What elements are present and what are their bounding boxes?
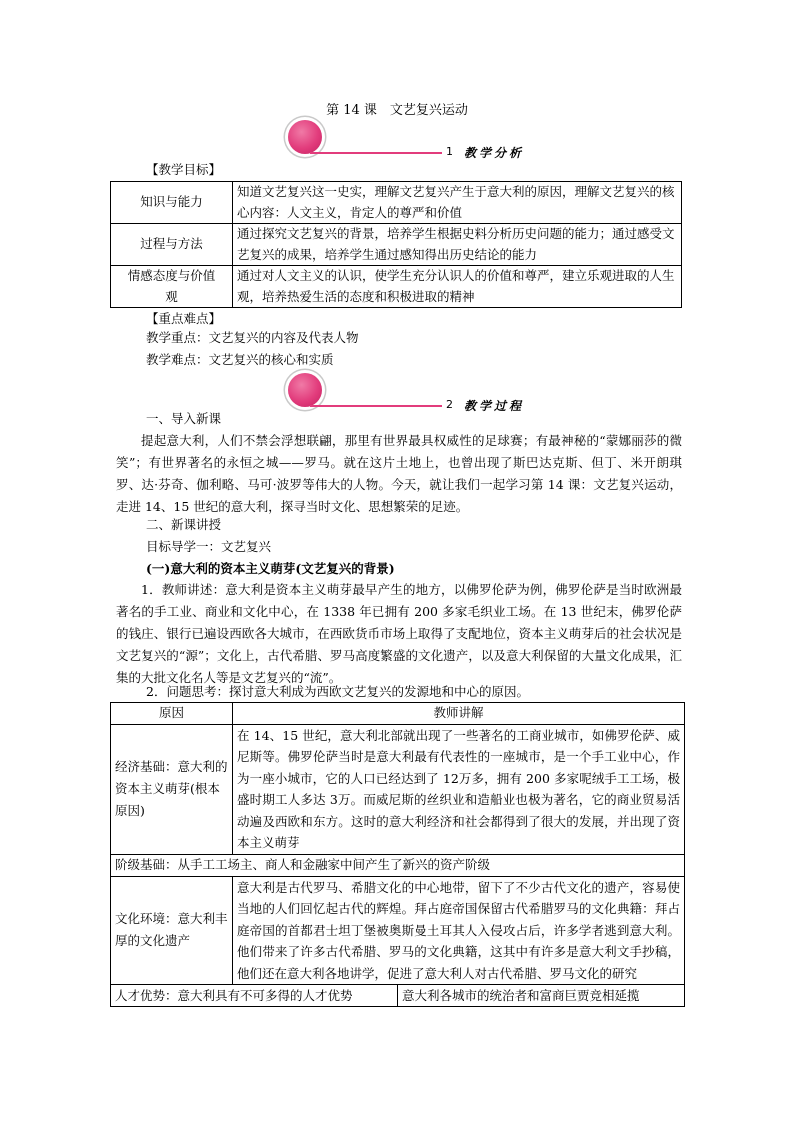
section-banner-analysis [288, 120, 668, 160]
key-point: 教学重点：文艺复兴的内容及代表人物 [146, 330, 359, 345]
objective-label: 情感态度与价值观 [111, 266, 233, 308]
reason-cell: 经济基础：意大利的资本主义萌芽(根本原因) [111, 724, 233, 854]
subsection-heading: (一)意大利的资本主义萌芽(文艺复兴的背景) [146, 561, 395, 576]
table-row [111, 266, 682, 308]
objective-text: 通过探究文艺复兴的背景，培养学生根据史料分析历史问题的能力；通过感受文艺复兴的成果，培养学生通过感知得出历史结论的能力 [233, 224, 682, 266]
section-heading: 二、新课讲授 [146, 517, 222, 532]
split-row [111, 985, 685, 1007]
table-row [111, 876, 685, 985]
table-row [111, 724, 685, 854]
table-row [111, 985, 685, 1007]
objective-label: 过程与方法 [111, 224, 233, 266]
banner-label: 教学过程 [464, 399, 525, 413]
reasons-table [110, 702, 685, 1007]
objective-label: 知识与能力 [111, 182, 233, 224]
section-heading: 一、导入新课 [146, 411, 222, 426]
banner-underline [310, 152, 442, 154]
column-header: 教师讲解 [233, 703, 685, 725]
objectives-heading: 【教学目标】 [146, 162, 222, 177]
section-banner-process [288, 373, 668, 413]
detail-cell: 在 14、15 世纪，意大利北部就出现了一些著名的工商业城市，如佛罗伦萨、威尼斯等。佛罗伦萨当时是意大利最有代表性的一座城市，是一个手工业中心，作为一座小城市，它的人口已经达到了 12万多，拥有 200 多家呢绒手工工场，极盛时期工人多达 3万。而威尼斯的丝织业和造船业也极为著名，它的商业贸易活动遍及西欧和东方。这时的意大利经济和社会都得到了很大的发展，并出现了资本主义萌芽 [233, 724, 685, 854]
banner-label: 教学分析 [464, 146, 525, 160]
intro-paragraph: 提起意大利，人们不禁会浮想联翩，那里有世界最具权威性的足球赛；有最神秘的“蒙娜丽莎的微笑”；有世界著名的永恒之城——罗马。就在这片土地上，也曾出现了斯巴达克斯、但丁、米开朗琪罗、达·芬奇、伽利略、马可·波罗等伟大的人物。今天，就让我们一起学习第 14 课：文艺复兴运动，走进 14、15 世纪的意大利，探寻当时文化、思想繁荣的足迹。 [116, 433, 682, 514]
reason-cell: 文化环境：意大利丰厚的文化遗产 [111, 876, 233, 985]
pink-circle-icon [288, 120, 322, 154]
table-row [111, 224, 682, 266]
key-heading: 【重点难点】 [146, 311, 222, 326]
pink-circle-icon [288, 373, 322, 407]
objective-text: 通过对人文主义的认识，使学生充分认识人的价值和尊严，建立乐观进取的人生观，培养热爱生活的态度和积极进取的精神 [233, 266, 682, 308]
banner-number: 2 [446, 398, 453, 411]
table-header-row [111, 703, 685, 725]
banner-underline [310, 405, 442, 407]
detail-cell: 意大利是古代罗马、希腊文化的中心地带，留下了不少古代文化的遗产，容易使当地的人们回忆起古代的辉煌。拜占庭帝国保留古代希腊罗马的文化典籍：拜占庭帝国的首都君士坦丁堡被奥斯曼土耳其人入侵攻占后，许多学者逃到意大利。他们带来了许多古代希腊、罗马的文化典籍，这其中有许多是意大利文手抄稿，他们还在意大利各地讲学，促进了意大利人对古代希腊、罗马文化的研究 [233, 876, 685, 985]
banner-number: 1 [446, 145, 453, 158]
question-paragraph: 2．问题思考：探讨意大利成为西欧文艺复兴的发源地和中心的原因。 [146, 684, 529, 699]
table-row [111, 854, 685, 876]
objectives-table [110, 181, 682, 308]
detail-cell: 意大利各城市的统治者和富商巨贾竞相延揽 [402, 988, 640, 1003]
reason-cell: 人才优势：意大利具有不可多得的人才优势 [111, 985, 398, 1006]
reason-cell: 阶级基础：从手工工场主、商人和金融家中间产生了新兴的资产阶级 [111, 854, 685, 876]
objective-text: 知道文艺复兴这一史实，理解文艺复兴产生于意大利的原因，理解文艺复兴的核心内容：人文主义，肯定人的尊严和价值 [233, 182, 682, 224]
lecture-paragraph: 1．教师讲述：意大利是资本主义萌芽最早产生的地方，以佛罗伦萨为例，佛罗伦萨是当时欧洲最著名的手工业、商业和文化中心，在 1338 年已拥有 200 多家毛织业工场。在 13 世纪末，佛罗伦萨的钱庄、银行已遍设西欧各大城市，在西欧货币市场上取得了支配地位，资本主义萌芽后的社会状况是文艺复兴的“源”；文化上，古代希腊、罗马高度繁盛的文化遗产，以及意大利保留的大量文化成果，汇集的大批文化名人等是文艺复兴的“流”。 [116, 582, 682, 685]
guide-heading: 目标导学一：文艺复兴 [146, 539, 272, 554]
column-header: 原因 [111, 703, 233, 725]
table-row [111, 182, 682, 224]
difficult-point: 教学难点：文艺复兴的核心和实质 [146, 352, 334, 367]
page-title: 第 14 课 文艺复兴运动 [326, 103, 468, 118]
